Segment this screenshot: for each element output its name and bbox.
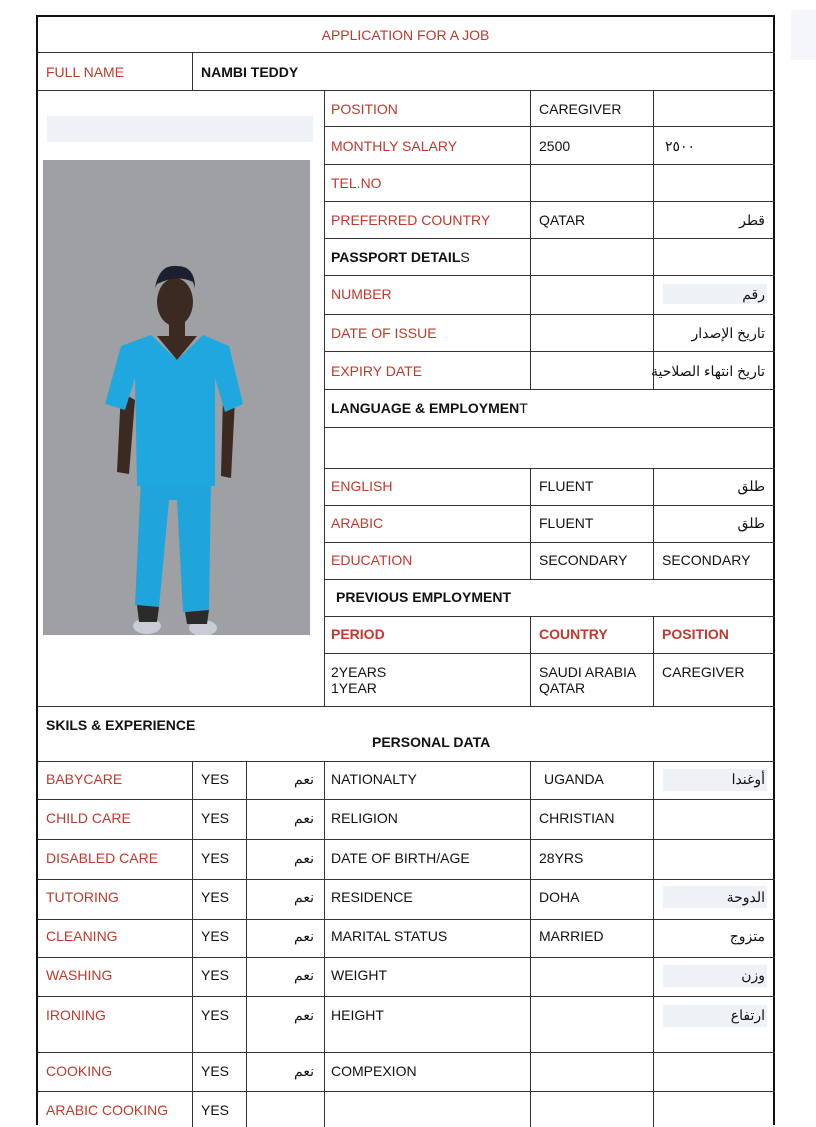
skill-yes: YES — [201, 1063, 230, 1079]
preferred-country-label: PREFERRED COUNTRY — [331, 212, 491, 228]
skill-yes-ar: نعم — [294, 771, 314, 787]
country-header: COUNTRY — [539, 626, 608, 642]
personal-value: MARRIED — [539, 928, 604, 944]
full-name-label: FULL NAME — [46, 64, 125, 80]
personal-value: UGANDA — [544, 771, 604, 787]
skill-yes: YES — [201, 771, 230, 787]
arabic-label: ARABIC — [331, 515, 384, 531]
preferred-country-ar: قطر — [739, 212, 765, 228]
skill-label: COOKING — [46, 1063, 113, 1079]
english-value: FLUENT — [539, 478, 594, 494]
passport-number-ar: رقم — [742, 286, 765, 302]
skill-label: CLEANING — [46, 928, 118, 944]
arabic-ar: طلق — [737, 515, 765, 531]
salary-label: MONTHLY SALARY — [331, 138, 458, 154]
corner-shade — [791, 10, 816, 60]
skills-heading: SKILS & EXPERIENCE — [46, 717, 196, 733]
skill-yes: YES — [201, 928, 230, 944]
period-header: PERIOD — [331, 626, 385, 642]
skill-yes: YES — [201, 967, 230, 983]
position-value: CAREGIVER — [539, 101, 622, 117]
country-2: QATAR — [539, 680, 586, 696]
education-value: SECONDARY — [539, 552, 628, 568]
language-heading: LANGUAGE & EMPLOYMENT — [331, 400, 528, 416]
period-1: 2YEARS — [331, 664, 387, 680]
personal-field: HEIGHT — [331, 1007, 384, 1023]
skill-label: BABYCARE — [46, 771, 123, 787]
skill-yes: YES — [201, 810, 230, 826]
skill-yes-ar: نعم — [294, 1007, 314, 1023]
skill-label: IRONING — [46, 1007, 106, 1023]
skill-yes: YES — [201, 1007, 230, 1023]
preferred-country-value: QATAR — [539, 212, 586, 228]
personal-field: MARITAL STATUS — [331, 928, 448, 944]
passport-number-label: NUMBER — [331, 286, 392, 302]
position-1: CAREGIVER — [662, 664, 745, 680]
english-ar: طلق — [737, 478, 765, 494]
expiry-date-ar: تاريخ انتهاء الصلاحية — [651, 363, 765, 379]
education-label: EDUCATION — [331, 552, 413, 568]
skill-label: CHILD CARE — [46, 810, 131, 826]
skill-yes: YES — [201, 850, 230, 866]
skill-yes-ar: نعم — [294, 850, 314, 866]
education-secondary: SECONDARY — [662, 552, 751, 568]
skill-yes-ar: نعم — [294, 967, 314, 983]
period-2: 1YEAR — [331, 680, 377, 696]
personal-ar: ارتفاع — [730, 1007, 765, 1023]
personal-ar: متزوج — [729, 928, 765, 944]
skill-yes-ar: نعم — [294, 1063, 314, 1079]
personal-field: NATIONALTY — [331, 771, 417, 787]
salary-ar: ٢٥٠٠ — [665, 138, 696, 154]
personal-ar: الدوحة — [726, 889, 765, 905]
position-label: POSITION — [331, 101, 398, 117]
skill-yes-ar: نعم — [294, 928, 314, 944]
personal-data-heading: PERSONAL DATA — [372, 734, 491, 750]
personal-value: 28YRS — [539, 850, 584, 866]
photo-caption-placeholder — [47, 116, 313, 142]
position-header: POSITION — [662, 626, 729, 642]
skill-yes: YES — [201, 889, 230, 905]
skill-yes-ar: نعم — [294, 889, 314, 905]
telno-label: TEL.NO — [331, 175, 382, 191]
personal-field: RELIGION — [331, 810, 398, 826]
personal-value: CHRISTIAN — [539, 810, 615, 826]
passport-heading: PASSPORT DETAILS — [331, 249, 470, 265]
personal-field: WEIGHT — [331, 967, 387, 983]
personal-ar: وزن — [741, 967, 765, 983]
personal-field: DATE OF BIRTH/AGE — [331, 850, 470, 866]
english-label: ENGLISH — [331, 478, 393, 494]
skill-label: ARABIC COOKING — [46, 1102, 169, 1118]
salary-value: 2500 — [539, 138, 571, 154]
skill-yes: YES — [201, 1102, 230, 1118]
personal-ar: أوغندا — [731, 771, 765, 787]
country-1: SAUDI ARABIA — [539, 664, 637, 680]
personal-field: COMPEXION — [331, 1063, 417, 1079]
skill-label: WASHING — [46, 967, 113, 983]
personal-field: RESIDENCE — [331, 889, 413, 905]
date-of-issue-ar: تاريخ الإصدار — [691, 325, 765, 341]
arabic-value: FLUENT — [539, 515, 594, 531]
full-name-value: NAMBI TEDDY — [201, 64, 299, 80]
previous-employment-heading: PREVIOUS EMPLOYMENT — [336, 589, 512, 605]
applicant-figure-icon — [43, 160, 310, 635]
personal-value: DOHA — [539, 889, 580, 905]
skill-label: TUTORING — [46, 889, 119, 905]
page-title: APPLICATION FOR A JOB — [321, 27, 490, 43]
expiry-date-label: EXPIRY DATE — [331, 363, 423, 379]
skill-yes-ar: نعم — [294, 810, 314, 826]
date-of-issue-label: DATE OF ISSUE — [331, 325, 437, 341]
applicant-photo — [43, 160, 310, 635]
skill-label: DISABLED CARE — [46, 850, 159, 866]
